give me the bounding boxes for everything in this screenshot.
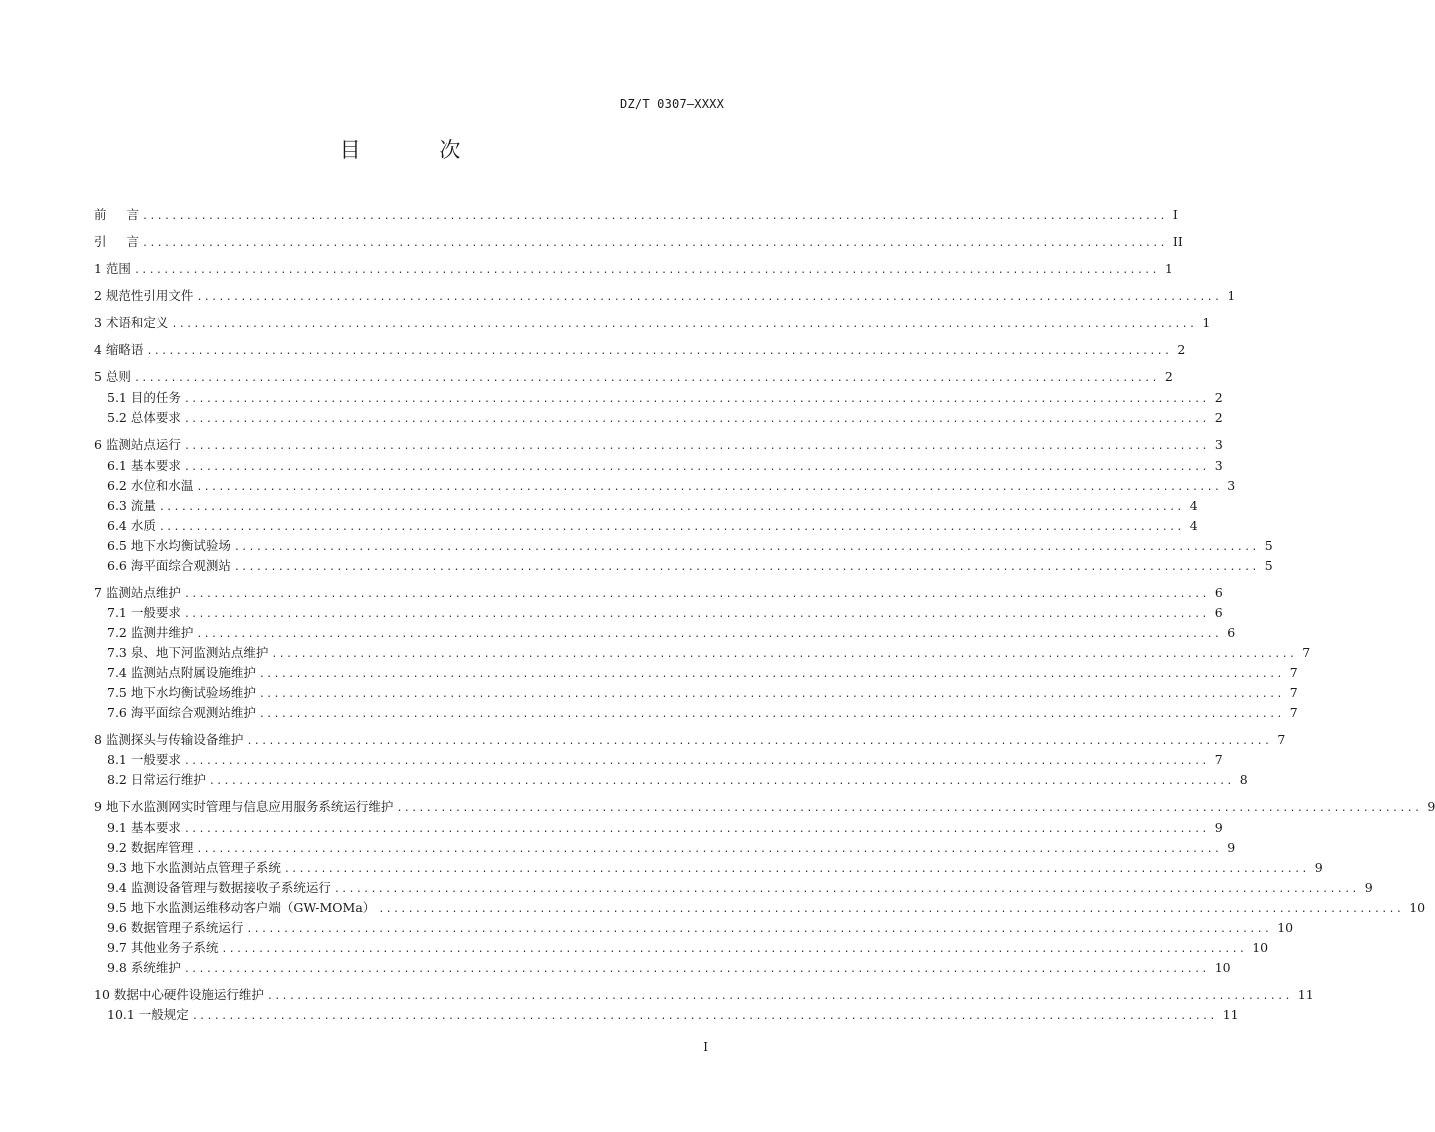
toc-entry[interactable] — [107, 388, 1223, 408]
toc-leader-dots: ............................................................................................................................................ — [221, 944, 1247, 955]
toc-entry-label: 5 总则 — [94, 369, 131, 384]
toc-entry-label: 7 监测站点维护 — [94, 585, 181, 600]
toc-entry-label: 4 缩略语 — [94, 342, 144, 357]
toc-leader-dots: ............................................................................................................................................ — [196, 844, 1222, 855]
toc-entry[interactable] — [107, 878, 1373, 898]
toc-entry-page: 7 — [1289, 685, 1298, 700]
toc-entry-page: 9 — [1427, 799, 1435, 814]
toc-leader-dots: ............................................................................................................................................ — [258, 669, 1284, 680]
toc-leader-dots: ............................................................................................................................................ — [133, 373, 1159, 384]
toc-entry[interactable] — [107, 496, 1198, 516]
toc-entry-page: II — [1172, 234, 1183, 249]
toc-leader-dots: ............................................................................................................................................ — [246, 736, 1272, 747]
toc-entry-label: 9 地下水监测网实时管理与信息应用服务系统运行维护 — [94, 799, 394, 814]
toc-entry[interactable] — [94, 232, 1183, 252]
toc-entry-page: 10 — [1277, 920, 1294, 935]
toc-leader-dots: ............................................................................................................................................ — [196, 629, 1222, 640]
toc-leader-dots: ............................................................................................................................................ — [142, 238, 1167, 249]
toc-entry-page: 3 — [1227, 478, 1236, 493]
toc-entry-page: 3 — [1214, 437, 1223, 452]
toc-entry[interactable] — [94, 205, 1178, 225]
toc-entry-label: 7.2 监测井维护 — [107, 625, 194, 640]
toc-entry-page: 10 — [1214, 960, 1231, 975]
toc-entry[interactable] — [107, 408, 1223, 428]
toc-leader-dots: ............................................................................................................................................ — [271, 649, 1297, 660]
toc-entry[interactable] — [107, 516, 1198, 536]
toc-entry-label: 7.5 地下水均衡试验场维护 — [107, 685, 256, 700]
toc-leader-dots: ............................................................................................................................................ — [158, 522, 1184, 533]
toc-entry[interactable] — [107, 623, 1236, 643]
toc-entry-label: 3 术语和定义 — [94, 315, 169, 330]
toc-entry-label: 7.4 监测站点附属设施维护 — [107, 665, 256, 680]
footer-page-number: I — [703, 1040, 708, 1054]
toc-leader-dots: ............................................................................................................................................ — [183, 394, 1209, 405]
toc-leader-dots: ............................................................................................................................................ — [283, 864, 1309, 875]
toc-entry-label: 7.3 泉、地下河监测站点维护 — [107, 645, 269, 660]
toc-leader-dots: ............................................................................................................................................ — [142, 211, 1167, 222]
toc-entry-label: 9.2 数据库管理 — [107, 840, 194, 855]
toc-entry[interactable] — [107, 643, 1311, 663]
toc-entry-page: 1 — [1202, 315, 1211, 330]
toc-leader-dots: ............................................................................................................................................ — [266, 991, 1292, 1002]
toc-entry-label-char: 言 — [126, 234, 139, 249]
toc-entry-page: 2 — [1214, 390, 1223, 405]
toc-entry[interactable] — [107, 858, 1323, 878]
toc-entry-page: 8 — [1239, 772, 1248, 787]
toc-leader-dots: ............................................................................................................................................ — [233, 562, 1259, 573]
toc-entry[interactable] — [94, 435, 1223, 455]
toc-entry[interactable] — [107, 703, 1298, 723]
toc-entry-label: 9.5 地下水监测运维移动客户端（GW-MOMa） — [107, 900, 376, 915]
toc-entry[interactable] — [107, 603, 1223, 623]
toc-leader-dots: ............................................................................................................................................ — [191, 1011, 1217, 1022]
toc-entry-label: 1 范围 — [94, 261, 131, 276]
toc-leader-dots: ............................................................................................................................................ — [233, 542, 1259, 553]
toc-entry-label: 7.1 一般要求 — [107, 605, 181, 620]
toc-leader-dots: ............................................................................................................................................ — [208, 776, 1234, 787]
toc-entry-label: 7.6 海平面综合观测站维护 — [107, 705, 256, 720]
toc-entry[interactable] — [94, 730, 1286, 750]
toc-entry-page: 4 — [1189, 518, 1198, 533]
toc-entry[interactable] — [107, 536, 1273, 556]
toc-entry-label — [94, 205, 142, 225]
toc-entry-page: 10 — [1409, 900, 1426, 915]
toc-entry-page: 2 — [1214, 410, 1223, 425]
toc-leader-dots: ............................................................................................................................................ — [171, 319, 1197, 330]
toc-leader-dots: ............................................................................................................................................ — [196, 292, 1222, 303]
toc-entry[interactable] — [107, 456, 1223, 476]
toc-entry[interactable] — [107, 918, 1294, 938]
toc-leader-dots: ............................................................................................................................................ — [246, 924, 1272, 935]
toc-entry-page: 6 — [1227, 625, 1236, 640]
toc-entry-label: 9.7 其他业务子系统 — [107, 940, 219, 955]
toc-entry-label: 8.1 一般要求 — [107, 752, 181, 767]
toc-leader-dots: ............................................................................................................................................ — [183, 964, 1209, 975]
toc-entry-page: 5 — [1264, 558, 1273, 573]
toc-entry-label: 9.8 系统维护 — [107, 960, 181, 975]
toc-entry[interactable] — [94, 340, 1186, 360]
toc-entry-page: I — [1172, 207, 1178, 222]
toc-entry-label-char: 前 — [94, 207, 107, 222]
toc-entry-label: 2 规范性引用文件 — [94, 288, 194, 303]
toc-entry[interactable] — [107, 1005, 1239, 1025]
toc-entry[interactable] — [107, 770, 1248, 790]
toc-entry[interactable] — [94, 985, 1314, 1005]
toc-entry[interactable] — [94, 583, 1223, 603]
toc-entry-page: 7 — [1214, 752, 1223, 767]
toc-entry[interactable] — [107, 683, 1298, 703]
toc-entry-page: 10 — [1252, 940, 1269, 955]
toc-leader-dots: ............................................................................................................................................ — [183, 824, 1209, 835]
toc-leader-dots: ............................................................................................................................................ — [183, 462, 1209, 473]
toc-entry-page: 7 — [1289, 665, 1298, 680]
toc-entry[interactable] — [107, 476, 1236, 496]
toc-entry[interactable] — [107, 838, 1236, 858]
toc-entry-label: 9.6 数据管理子系统运行 — [107, 920, 244, 935]
toc-entry-page: 1 — [1164, 261, 1173, 276]
toc-leader-dots: ............................................................................................................................................ — [183, 756, 1209, 767]
toc-entry-label: 9.4 监测设备管理与数据接收子系统运行 — [107, 880, 331, 895]
toc-entry-label: 8.2 日常运行维护 — [107, 772, 206, 787]
toc-entry-label: 9.1 基本要求 — [107, 820, 181, 835]
toc-leader-dots: ............................................................................................................................................ — [378, 904, 1404, 915]
toc-entry-label: 5.2 总体要求 — [107, 410, 181, 425]
toc-entry-label: 6.6 海平面综合观测站 — [107, 558, 231, 573]
toc-leader-dots: ............................................................................................................................................ — [158, 502, 1184, 513]
toc-entry-label: 5.1 目的任务 — [107, 390, 181, 405]
toc-leader-dots: ............................................................................................................................................ — [183, 589, 1209, 600]
toc-leader-dots: ............................................................................................................................................ — [333, 884, 1359, 895]
toc-entry-page: 6 — [1214, 585, 1223, 600]
toc-entry-page: 6 — [1214, 605, 1223, 620]
toc-leader-dots: ............................................................................................................................................ — [146, 346, 1172, 357]
toc-entry-page: 11 — [1222, 1007, 1239, 1022]
toc-entry[interactable] — [107, 938, 1269, 958]
toc-entry-page: 4 — [1189, 498, 1198, 513]
toc-entry-page: 7 — [1302, 645, 1311, 660]
toc-entry-label: 10.1 一般规定 — [107, 1007, 189, 1022]
toc-entry[interactable] — [107, 556, 1273, 576]
toc-entry-label: 8 监测探头与传输设备维护 — [94, 732, 244, 747]
toc-entry[interactable] — [107, 750, 1223, 770]
toc-entry-page: 2 — [1177, 342, 1186, 357]
toc-entry[interactable] — [94, 313, 1211, 333]
toc-entry-page: 7 — [1277, 732, 1286, 747]
toc-entry-label: 6.5 地下水均衡试验场 — [107, 538, 231, 553]
toc-entry-label: 10 数据中心硬件设施运行维护 — [94, 987, 264, 1002]
toc-leader-dots: ............................................................................................................................................ — [396, 803, 1422, 814]
toc-entry-page: 11 — [1297, 987, 1314, 1002]
toc-leader-dots: ............................................................................................................................................ — [183, 441, 1209, 452]
toc-entry-page: 9 — [1364, 880, 1373, 895]
page-title: 目 次 — [339, 138, 497, 162]
toc-entry-label: 6.4 水质 — [107, 518, 156, 533]
toc-entry-label-char: 言 — [126, 207, 139, 222]
toc-entry-page: 5 — [1264, 538, 1273, 553]
toc-leader-dots: ............................................................................................................................................ — [183, 414, 1209, 425]
toc-entry[interactable] — [107, 958, 1231, 978]
toc-entry[interactable] — [107, 663, 1298, 683]
toc-entry[interactable] — [107, 898, 1426, 918]
document-code: DZ/T 0307—XXXX — [620, 97, 724, 111]
toc-leader-dots: ............................................................................................................................................ — [133, 265, 1159, 276]
toc-leader-dots: ............................................................................................................................................ — [196, 482, 1222, 493]
toc-entry-page: 3 — [1214, 458, 1223, 473]
toc-entry-label: 6.3 流量 — [107, 498, 156, 513]
toc-entry[interactable] — [107, 818, 1223, 838]
toc-leader-dots: ............................................................................................................................................ — [183, 609, 1209, 620]
toc-entry-page: 9 — [1214, 820, 1223, 835]
toc-entry-label: 6.2 水位和水温 — [107, 478, 194, 493]
toc-entry-page: 1 — [1227, 288, 1236, 303]
toc-entry-page: 9 — [1227, 840, 1236, 855]
toc-entry-page: 2 — [1164, 369, 1173, 384]
toc-entry-label: 6.1 基本要求 — [107, 458, 181, 473]
toc-entry[interactable] — [94, 797, 1435, 817]
toc-entry-label: 6 监测站点运行 — [94, 437, 181, 452]
toc-entry[interactable] — [94, 286, 1236, 306]
toc-leader-dots: ............................................................................................................................................ — [258, 709, 1284, 720]
toc-entry[interactable] — [94, 259, 1173, 279]
toc-entry-page: 9 — [1314, 860, 1323, 875]
toc-entry-page: 7 — [1289, 705, 1298, 720]
toc-entry-label: 9.3 地下水监测站点管理子系统 — [107, 860, 281, 875]
toc-entry-label-char: 引 — [94, 234, 107, 249]
toc-entry-label — [94, 232, 142, 252]
toc-leader-dots: ............................................................................................................................................ — [258, 689, 1284, 700]
toc-entry[interactable] — [94, 367, 1173, 387]
